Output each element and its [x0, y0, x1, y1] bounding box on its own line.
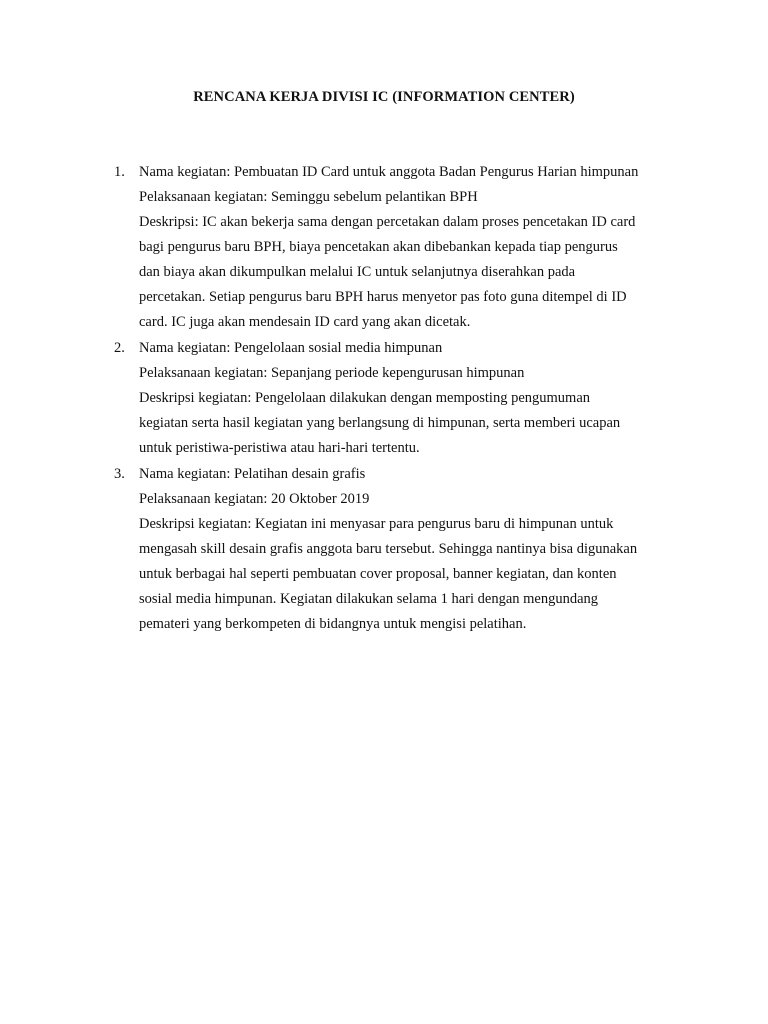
description-line: mengasah skill desain grafis anggota baru tersebut. Sehingga nantinya bisa digunakan [139, 541, 638, 557]
description-line: Deskripsi kegiatan: Pengelolaan dilakukan dengan memposting pengumuman [139, 390, 591, 406]
activity-schedule: Pelaksanaan kegiatan: Sepanjang periode kepengurusan himpunan [139, 365, 525, 381]
activity-number: 1. [114, 164, 125, 180]
description-line: kegiatan serta hasil kegiatan yang berlangsung di himpunan, serta memberi ucapan [139, 415, 621, 431]
activity-number: 2. [114, 340, 125, 356]
description-line: card. IC juga akan mendesain ID card yang akan dicetak. [139, 314, 471, 330]
description-line: Deskripsi: IC akan bekerja sama dengan percetakan dalam proses pencetakan ID card [139, 214, 636, 230]
document-title: RENCANA KERJA DIVISI IC (INFORMATION CENTER) [193, 89, 575, 105]
activity-description [139, 388, 694, 458]
activity-item-3 [114, 464, 694, 634]
description-line: bagi pengurus baru BPH, biaya pencetakan akan dibebankan kepada tiap pengurus [139, 239, 618, 255]
activity-name: Nama kegiatan: Pengelolaan sosial media himpunan [139, 340, 443, 356]
activity-description [139, 212, 694, 332]
activity-name: Nama kegiatan: Pelatihan desain grafis [139, 466, 366, 482]
activity-description [139, 514, 694, 634]
description-line: dan biaya akan dikumpulkan melalui IC untuk selanjutnya diserahkan pada [139, 264, 576, 280]
activity-item-2 [114, 338, 694, 458]
activity-item-1 [114, 162, 694, 332]
description-line: percetakan. Setiap pengurus baru BPH harus menyetor pas foto guna ditempel di ID [139, 289, 627, 305]
activity-schedule: Pelaksanaan kegiatan: 20 Oktober 2019 [139, 491, 370, 507]
activity-name: Nama kegiatan: Pembuatan ID Card untuk anggota Badan Pengurus Harian himpunan [139, 164, 639, 180]
description-line: untuk peristiwa-peristiwa atau hari-hari tertentu. [139, 440, 420, 456]
description-line: pemateri yang berkompeten di bidangnya untuk mengisi pelatihan. [139, 616, 527, 632]
activity-schedule: Pelaksanaan kegiatan: Seminggu sebelum pelantikan BPH [139, 189, 478, 205]
description-line: Deskripsi kegiatan: Kegiatan ini menyasar para pengurus baru di himpunan untuk [139, 516, 614, 532]
activity-number: 3. [114, 466, 125, 482]
description-line: untuk berbagai hal seperti pembuatan cover proposal, banner kegiatan, dan konten [139, 566, 617, 582]
activity-list [114, 162, 694, 634]
description-line: sosial media himpunan. Kegiatan dilakukan selama 1 hari dengan mengundang [139, 591, 599, 607]
